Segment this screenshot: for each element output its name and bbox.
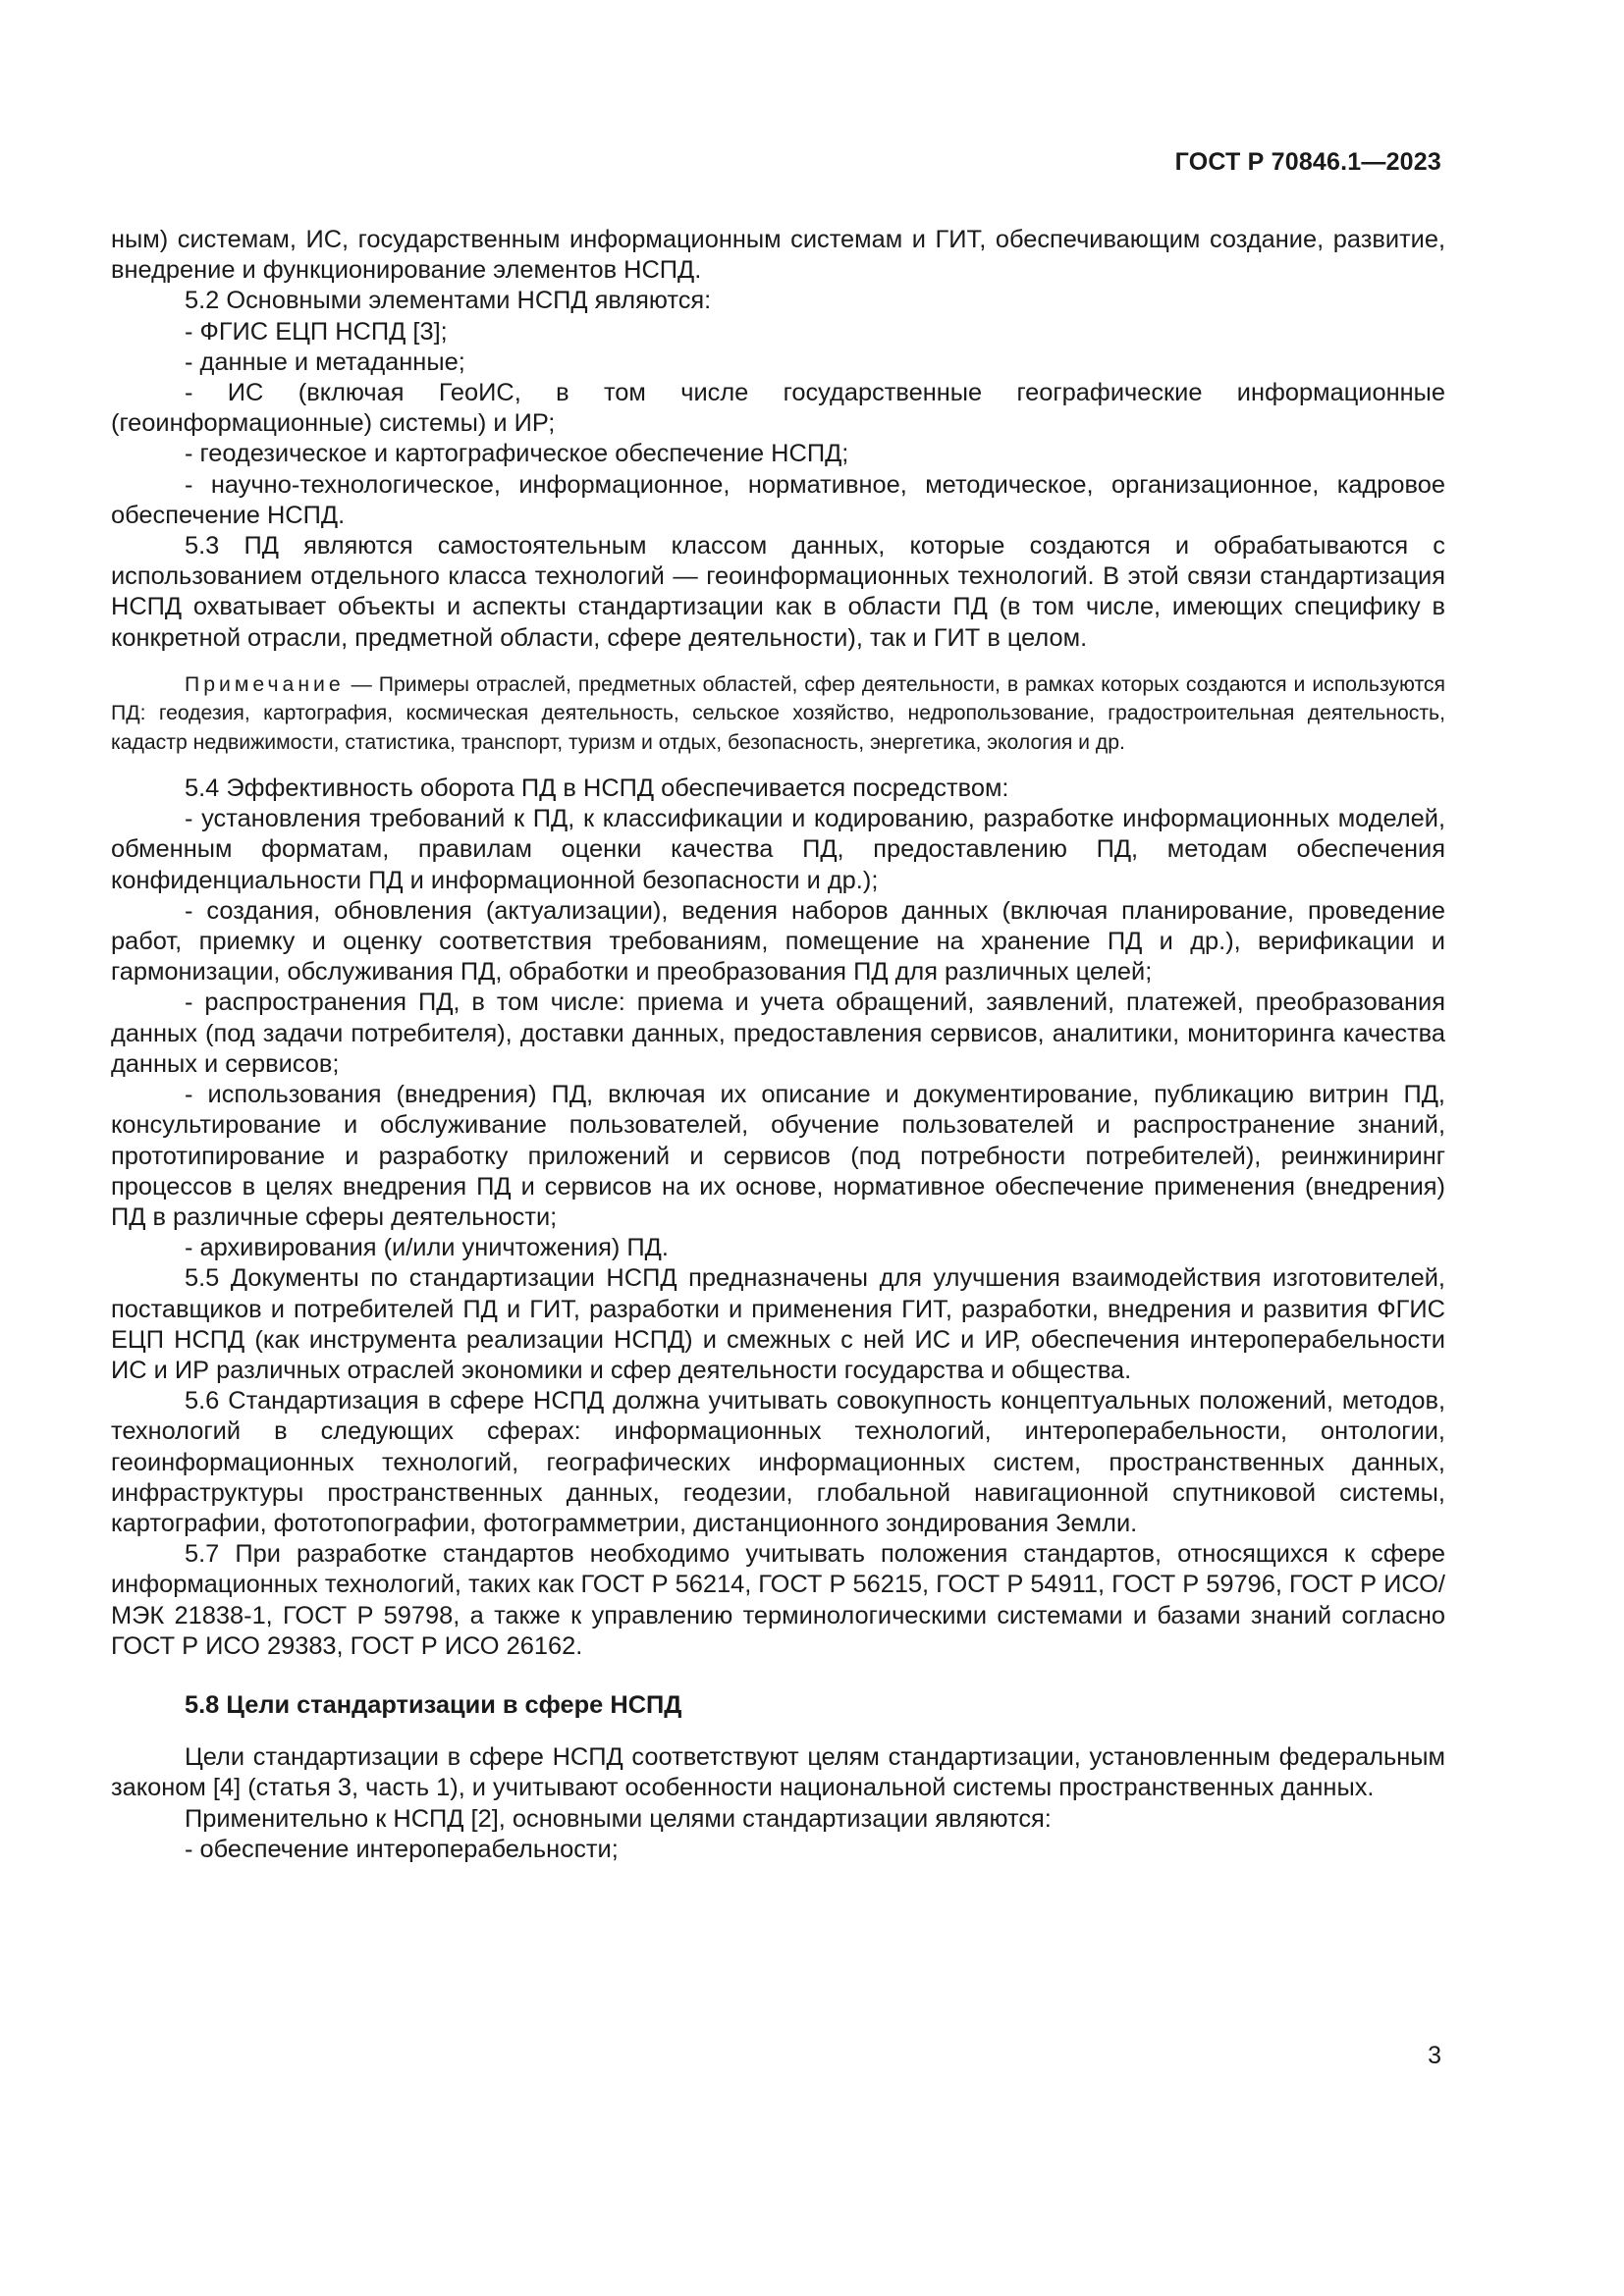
clause-5-2: 5.2 Основными элементами НСПД являются: [185, 287, 712, 315]
standard-header: ГОСТ Р 70846.1—2023 [1174, 148, 1441, 176]
paragraph: Цели стандартизации в сфере НСПД соответствуют целям стандартизации, установленным федеральным законом [4] (статья 3, часть 1), и учитывают особенности национальной системы пространственных данных. [111, 1743, 1445, 1802]
section-title-5-8: 5.8 Цели стандартизации в сфере НСПД [185, 1690, 682, 1719]
clause-5-5: 5.5 Документы по стандартизации НСПД предназначены для улучшения взаимодействия изготовителей, поставщиков и потребителей ПД и ГИТ, разработки и применения ГИТ, разработки, внедрения и развития ФГИС ЕЦП НСПД (как инструмента реализации НСПД) и смежных с ней ИС и ИР, обеспечения интероперабельности ИС и ИР различных отраслей экономики и сфер деятельности государства и общества. [111, 1264, 1445, 1384]
note-paragraph [111, 670, 1445, 757]
list-item: - геодезическое и картографическое обеспечение НСПД; [185, 440, 849, 468]
list-item: - ИС (включая ГеоИС, в том числе государственные географические информационные (геоинформационные) системы) и ИР; [111, 379, 1445, 438]
list-item: - использования (внедрения) ПД, включая их описание и документирование, публикацию витрин ПД, консультирование и обслуживание пользователей, обучение пользователей и распространение знаний, прототипирование и разработку приложений и сервисов (под потребности потребителей), реинжиниринг процессов в целях внедрения ПД и сервисов на их основе, нормативное обеспечение применения (внедрения) ПД в различные сферы деятельности; [111, 1081, 1445, 1231]
clause-5-3: 5.3 ПД являются самостоятельным классом данных, которые создаются и обрабатываются с использованием отдельного класса технологий — геоинформационных технологий. В этой связи стандартизация НСПД охватывает объекты и аспекты стандартизации как в области ПД (в том числе, имеющих специфику в конкретной отрасли, предметной области, сфере деятельности), так и ГИТ в целом. [111, 532, 1445, 652]
list-item: - установления требований к ПД, к классификации и кодированию, разработке информационных моделей, обменным форматам, правилам оценки качества ПД, предоставлению ПД, методам обеспечения конфиденциальности ПД и информационной безопасности и др.); [111, 805, 1445, 894]
page-number: 3 [1428, 2042, 1441, 2069]
list-item: - распространения ПД, в том числе: приема и учета обращений, заявлений, платежей, преобразования данных (под задачи потребителя), доставки данных, предоставления сервисов, аналитики, мониторинга качества данных и сервисов; [111, 988, 1445, 1078]
paragraph: Применительно к НСПД [2], основными целями стандартизации являются: [185, 1804, 1052, 1833]
list-item: - данные и метаданные; [185, 347, 465, 376]
clause-5-4: 5.4 Эффективность оборота ПД в НСПД обеспечивается посредством: [185, 774, 1009, 803]
clause-5-7: 5.7 При разработке стандартов необходимо учитывать положения стандартов, относящихся к сфере информационных технологий, таких как ГОСТ Р 56214, ГОСТ Р 56215, ГОСТ Р 54911, ГОСТ Р 59796, ГОСТ Р ИСО/МЭК 21838-1, ГОСТ Р 59798, а также к управлению терминологическими системами и базами знаний согласно ГОСТ Р ИСО 29383, ГОСТ Р ИСО 26162. [111, 1540, 1445, 1660]
note-text: — Примеры отраслей, предметных областей, сфер деятельности, в рамках которых создаются и используются ПД: геодезия, картография, космическая деятельность, сельское хозяйство, недропользование, градостроительная деятельность, кадастр недвижимости, статистика, транспорт, туризм и отдых, безопасность, энергетика, экология и др. [111, 672, 1445, 754]
note-label: Примечание [185, 672, 345, 696]
list-item: - создания, обновления (актуализации), ведения наборов данных (включая планирование, проведение работ, приемку и оценку соответствия требованиям, помещение на хранение ПД и др.), верификации и гармонизации, обслуживания ПД, обработки и преобразования ПД для различных целей; [111, 896, 1445, 987]
list-item: - научно-технологическое, информационное, нормативное, методическое, организационное, кадровое обеспечение НСПД. [111, 470, 1445, 529]
list-item: - архивирования (и/или уничтожения) ПД. [185, 1234, 669, 1262]
clause-5-6: 5.6 Стандартизация в сфере НСПД должна учитывать совокупность концептуальных положений, методов, технологий в следующих сферах: информационных технологий, интероперабельности, онтологии, геоинформационных технологий, географических информационных систем, пространственных данных, инфраструктуры пространственных данных, геодезии, глобальной навигационной спутниковой системы, картографии, фототопографии, фотограмметрии, дистанционного зондирования Земли. [111, 1387, 1445, 1537]
paragraph: ным) системам, ИС, государственным информационным системам и ГИТ, обеспечивающим создание, развитие, внедрение и функционирование элементов НСПД. [111, 226, 1445, 285]
list-item: - обеспечение интероперабельности; [185, 1835, 619, 1863]
list-item: - ФГИС ЕЦП НСПД [3]; [185, 317, 448, 346]
document-body [111, 225, 1445, 1865]
